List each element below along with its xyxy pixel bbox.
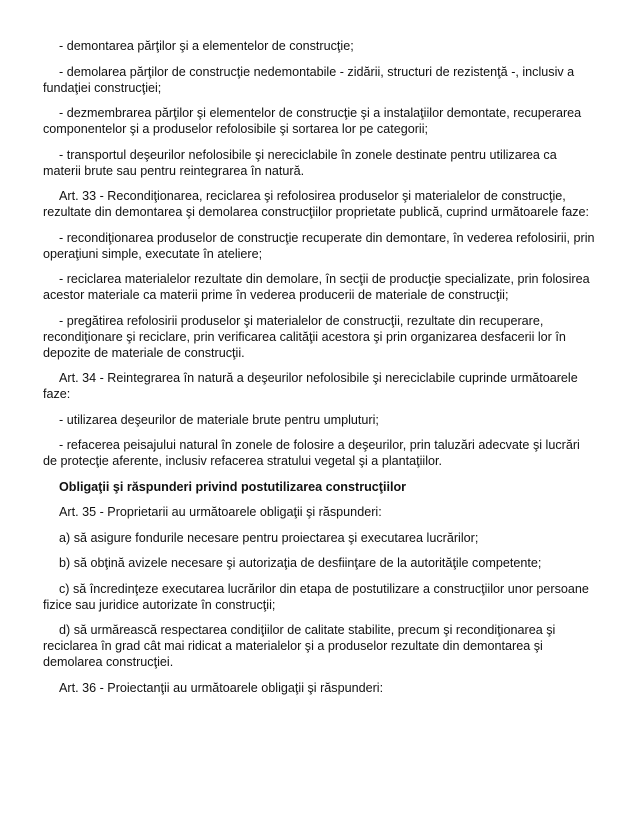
item-a: a) să asigure fondurile necesare pentru proiectarea şi executarea lucrărilor; [59, 530, 479, 545]
section-heading: Obligaţii şi răspunderi privind postutilizarea construcţiilor [59, 479, 407, 494]
paragraph-demontarea: - demontarea părţilor şi a elementelor de construcţie; [59, 39, 354, 53]
paragraph-transportul: - transportul deşeurilor nefolosibile şi nereciclabile în zonele destinate pentru utilizarea ca materii brute sau pentru reintegrarea în natură. [43, 147, 557, 178]
item-d: d) să urmărească respectarea condiţiilor de calitate stabilite, precum şi recondiţionarea şi reciclarea în grad cât mai ridicat a materialelor şi a produselor rezultate din demontarea şi demolarea construcţiei. [43, 623, 556, 669]
item-c: c) să încredinţeze executarea lucrărilor din etapa de postutilizare a construcţiilor unor persoane fizice sau juridice autorizate în construcţii; [43, 581, 589, 612]
article-36: Art. 36 - Proiectanţii au următoarele obligaţii şi răspunderi: [59, 680, 384, 695]
paragraph-demolarea: - demolarea părţilor de construcţie nedemontabile - zidării, structuri de rezistenţă -, inclusiv a fundaţiei construcţiei; [43, 64, 575, 95]
paragraph-pregatirea: - pregătirea refolosirii produselor şi materialelor de construcţii, rezultate din recuperare, recondiţionare şi reciclare, prin verificarea calităţii acestora şi prin organizarea desfacerii lor în depozite de materiale de construcţii. [43, 313, 566, 360]
document-body [43, 38, 596, 705]
paragraph-refacerea: - refacerea peisajului natural în zonele de folosire a deşeurilor, prin taluzări adecvate şi lucrări de protecţie aferente, inclusiv refacerea stratului vegetal şi a plantaţiilor. [43, 438, 580, 468]
article-35: Art. 35 - Proprietarii au următoarele obligaţii şi răspunderi: [59, 505, 382, 519]
article-34: Art. 34 - Reintegrarea în natură a deşeurilor nefolosibile şi nereciclabile cuprinde următoarele faze: [43, 371, 578, 401]
paragraph-reconditionarea: - recondiţionarea produselor de construcţie recuperate din demontare, în vederea refolosirii, prin operaţiuni simple, executate în ateliere; [43, 230, 595, 261]
paragraph-reciclarea: - reciclarea materialelor rezultate din demolare, în secţii de producţie specializate, prin folosirea acestor materiale ca materii prime în vederea producerii de materiale de construcţii; [43, 272, 590, 302]
paragraph-dezmembrarea: - dezmembrarea părţilor şi elementelor de construcţie şi a instalaţiilor demontate, recuperarea componentelor şi a produselor refolosibile şi sortarea lor pe categorii; [43, 106, 582, 136]
article-33: Art. 33 - Recondiţionarea, reciclarea şi refolosirea produselor şi materialelor de construcţie, rezultate din demontarea şi demolarea construcţiilor proprietate publică, cuprind următoarele faze: [43, 189, 590, 219]
item-b: b) să obţină avizele necesare şi autorizaţia de desfiinţare de la autorităţile competente; [59, 556, 542, 570]
paragraph-utilizarea: - utilizarea deşeurilor de materiale brute pentru umpluturi; [59, 412, 379, 427]
